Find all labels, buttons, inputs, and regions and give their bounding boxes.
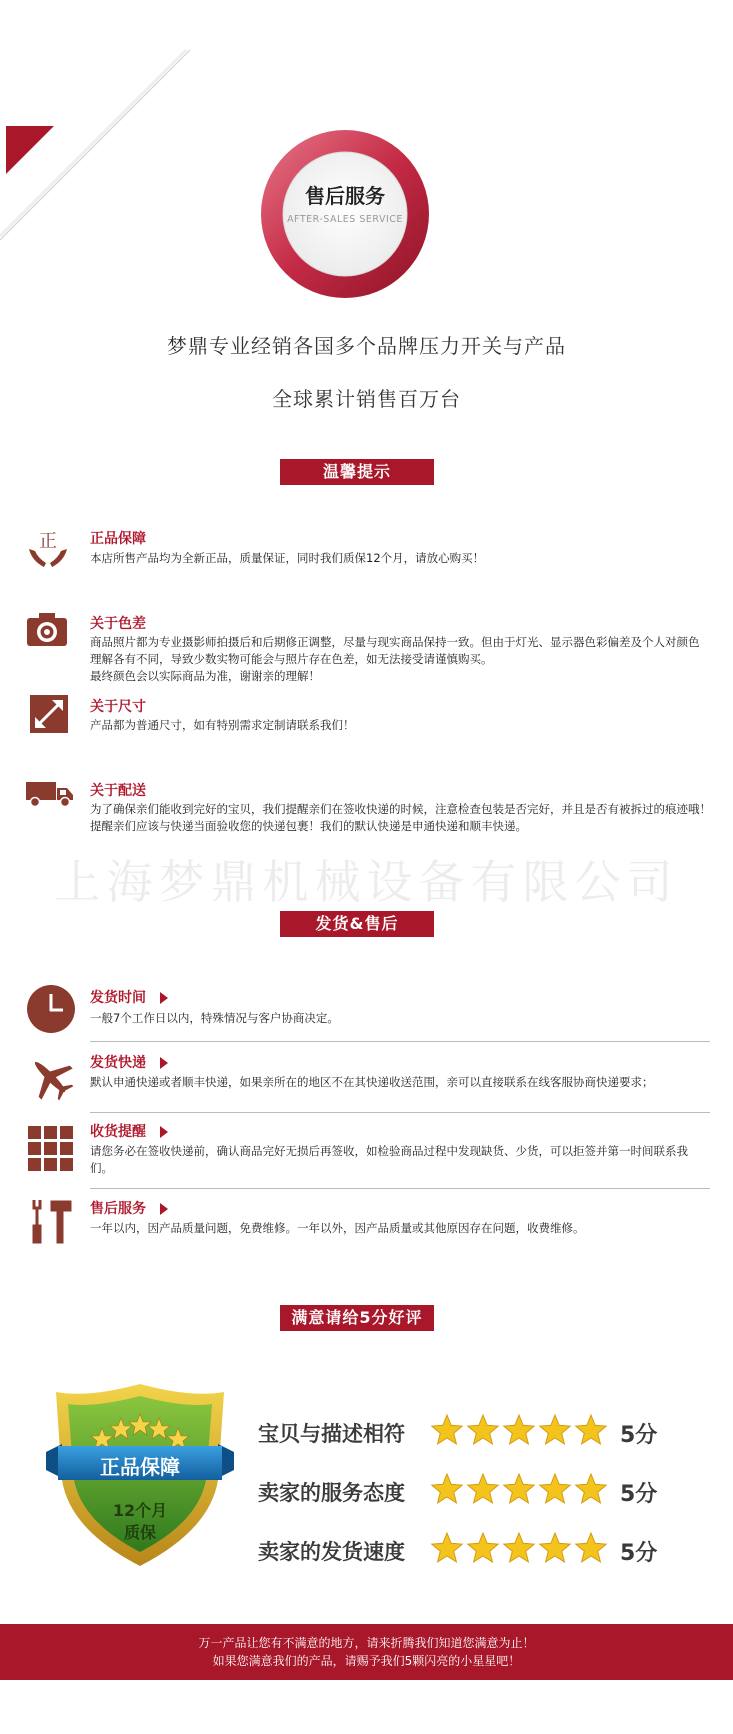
shipping-text: 一般7个工作日以内，特殊情况与客户协商决定。 xyxy=(90,1011,339,1025)
shipping-title-text: 发货快递 xyxy=(90,1055,146,1071)
star-icon xyxy=(504,1415,534,1444)
brand-line-2: 全球累计销售百万台 xyxy=(272,387,461,411)
footer-banner xyxy=(0,1624,733,1680)
tools-icon xyxy=(26,1196,76,1246)
shipping-title-text: 售后服务 xyxy=(90,1201,146,1217)
resize-arrow-icon xyxy=(30,695,68,733)
rating-score: 5分 xyxy=(620,1541,658,1566)
star-icon xyxy=(504,1474,534,1503)
divider xyxy=(90,1188,710,1189)
logo-title-text: 售后服务 xyxy=(305,184,385,208)
star-icon xyxy=(432,1533,462,1562)
star-icon xyxy=(576,1474,606,1503)
star-icon xyxy=(504,1533,534,1562)
truck-icon xyxy=(26,780,74,808)
star-icon xyxy=(576,1533,606,1562)
corner-decoration xyxy=(0,40,200,240)
rating-label: 卖家的服务态度 xyxy=(258,1481,405,1505)
rating-score: 5分 xyxy=(620,1482,658,1507)
divider xyxy=(90,1112,710,1113)
hands-genuine-icon xyxy=(26,527,70,571)
divider xyxy=(90,1041,710,1042)
camera-icon xyxy=(26,612,68,648)
rating-label: 宝贝与描述相符 xyxy=(258,1422,405,1446)
shipping-title xyxy=(90,1052,168,1072)
arrow-right-icon xyxy=(160,1057,168,1069)
rating-score: 5分 xyxy=(620,1423,658,1448)
star-icon xyxy=(540,1474,570,1503)
star-rating xyxy=(430,1473,610,1511)
tip-text: 为了确保亲们能收到完好的宝贝，我们提醒亲们在签收快递的时候，注意检查包装是否完好，并且是否有被拆过的痕迹哦！提醒亲们应该与快递当面验收您的快递包裹！我们的默认快递是申通快递和顺丰快递。 xyxy=(90,802,711,833)
star-icon xyxy=(468,1533,498,1562)
star-icon xyxy=(468,1415,498,1444)
arrow-right-icon xyxy=(160,992,168,1004)
star-icon xyxy=(576,1415,606,1444)
shipping-banner: 发货&售后 xyxy=(280,911,434,937)
rating-row xyxy=(258,1412,678,1452)
rating-row xyxy=(258,1530,678,1570)
airplane-icon xyxy=(26,1053,74,1101)
shipping-text: 默认申通快递或者顺丰快递，如果亲所在的地区不在其快递收送范围，亲可以直接联系在线客服协商快递要求； xyxy=(90,1075,654,1089)
star-icon xyxy=(468,1474,498,1503)
brand-line-1: 梦鼎专业经销各国多个品牌压力开关与产品 xyxy=(167,334,566,358)
badge-line-2: 质保 xyxy=(123,1523,156,1542)
logo-title xyxy=(259,180,431,209)
shipping-title xyxy=(90,1198,168,1218)
arrow-right-icon xyxy=(160,1126,168,1138)
logo-subtitle: AFTER-SALES SERVICE xyxy=(287,214,403,225)
rating-label: 卖家的发货速度 xyxy=(258,1540,405,1564)
shipping-title-text: 收货提醒 xyxy=(90,1124,146,1140)
tip-text: 产品都为普通尺寸，如有特别需求定制请联系我们！ xyxy=(90,718,355,732)
tip-text: 商品照片都为专业摄影师拍摄后和后期修正调整，尽量与现实商品保持一致。但由于灯光、显示器色彩偏差及个人对颜色理解各有不同，导致少数实物可能会与照片存在色差，如无法接受请谨慎购买。 xyxy=(90,635,700,666)
shipping-title xyxy=(90,987,168,1007)
tip-text-2: 最终颜色会以实际商品为准，谢谢亲的理解！ xyxy=(90,669,320,683)
rating-banner: 满意请给5分好评 xyxy=(280,1305,434,1331)
grid-icon xyxy=(28,1126,74,1172)
star-icon xyxy=(432,1474,462,1503)
tip-title: 关于色差 xyxy=(90,616,146,632)
star-rating xyxy=(430,1414,610,1452)
badge-ribbon-text: 正品保障 xyxy=(100,1455,180,1479)
company-watermark: 上海梦鼎机械设备有限公司 xyxy=(54,855,679,909)
arrow-right-icon xyxy=(160,1203,168,1215)
shipping-text: 请您务必在签收快递前，确认商品完好无损后再签收，如检验商品过程中发现缺货、少货，可以拒签并第一时间联系我们。 xyxy=(90,1144,688,1175)
shipping-title xyxy=(90,1121,168,1141)
tip-text: 本店所售产品均为全新正品，质量保证，同时我们质保12个月，请放心购买！ xyxy=(90,551,485,565)
svg-text:正: 正 xyxy=(39,531,57,552)
star-rating xyxy=(430,1532,610,1570)
star-icon xyxy=(540,1415,570,1444)
tip-title: 关于配送 xyxy=(90,783,146,799)
rating-row xyxy=(258,1471,678,1511)
badge-line-1: 12个月 xyxy=(112,1501,168,1520)
footer-line-1: 万一产品让您有不满意的地方，请来折腾我们知道您满意为止！ xyxy=(198,1636,535,1650)
star-icon xyxy=(540,1533,570,1562)
star-icon xyxy=(432,1415,462,1444)
shipping-text: 一年以内，因产品质量问题，免费维修。一年以外，因产品质量或其他原因存在问题，收费维修。 xyxy=(90,1221,585,1235)
shipping-title-text: 发货时间 xyxy=(90,990,146,1006)
tips-banner: 温馨提示 xyxy=(280,459,434,485)
footer-line-2: 如果您满意我们的产品，请赐予我们5颗闪亮的小星星吧！ xyxy=(212,1654,521,1668)
clock-icon xyxy=(26,984,76,1034)
tip-title: 关于尺寸 xyxy=(90,699,146,715)
tip-title: 正品保障 xyxy=(90,531,146,547)
